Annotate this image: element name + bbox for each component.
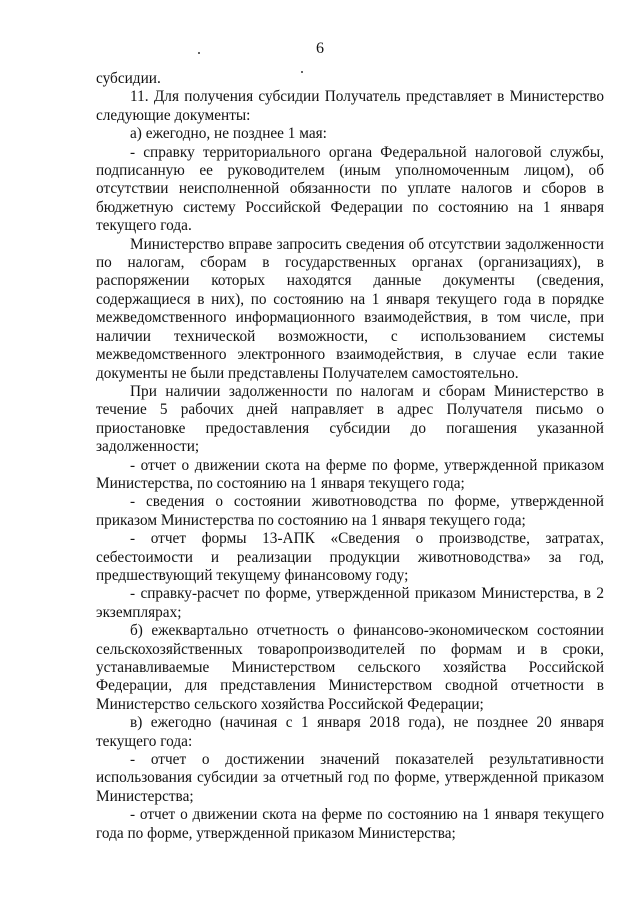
paragraph-tax-certificate: - справку территориального органа Федеральной налоговой службы, подписанную ее руководителем (иным уполномоченным лицом), об отсутствии неисполненной обязанности по уплате налогов и сборов в бюджетную систему Российской Федерации по состоянию на 1 января текущего года. [96,143,604,235]
document-body [96,70,604,843]
paragraph-form-13-apk: - отчет формы 13-АПК «Сведения о производстве, затратах, себестоимости и реализации продукции животноводства» за год, предшествующий текущему финансовому году; [96,530,604,584]
paragraph-performance-report: - отчет о достижении значений показателей результативности использования субсидии за отчетный год по форме, утвержденной приказом Министерства; [96,751,604,805]
paragraph-subitem-b: б) ежеквартально отчетность о финансово-экономическом состоянии сельскохозяйственных товаропроизводителей по формам и в сроки, устанавливаемые Министерством сельского хозяйства Российской Федерации, для представления Министерством сводной отчетности в Министерство сельского хозяйства Российской Федерации; [96,622,604,713]
paragraph-ministry-request: Министерство вправе запросить сведения об отсутствии задолженности по налогам, сборам в государственных органах (организациях), в распоряжении которых находятся данные документы (сведения, содержащиеся в них), по состоянию на 1 января текущего года в порядке межведомственного информационного взаимодействия, в том числе, при наличии технической возможности, с использованием системы межведомственного электронного взаимодействия, в случае если такие документы не были представлены Получателем самостоятельно. [96,235,604,382]
paragraph-debt-notice: При наличии задолженности по налогам и сборам Министерство в течение 5 рабочих дней направляет в адрес Получателя письмо о приостановке предоставления субсидии до погашения указанной задолженности; [96,382,604,456]
paragraph-item-11: 11. Для получения субсидии Получатель представляет в Министерство следующие документы: [96,88,604,124]
paragraph-livestock-movement-report: - отчет о движении скота на ферме по состоянию на 1 января текущего года по форме, утвержденной приказом Министерства; [96,806,604,842]
page-number: 6 [316,40,324,57]
paragraph-subitem-a: а) ежегодно, не позднее 1 мая: [130,125,327,143]
paragraph-livestock-state: - сведения о состоянии животноводства по форме, утвержденной приказом Министерства по состоянию на 1 января текущего года; [96,493,604,529]
paragraph-calculation-certificate: - справку-расчет по форме, утвержденной приказом Министерства, в 2 экземплярах; [96,585,604,621]
scan-speck [198,52,200,54]
paragraph-livestock-report: - отчет о движении скота на ферме по форме, утвержденной приказом Министерства, по состоянию на 1 января текущего года; [96,456,604,492]
paragraph-subsidy-end: субсидии. [96,70,161,87]
paragraph-subitem-v: в) ежегодно (начиная с 1 января 2018 года), не позднее 20 января текущего года: [96,714,604,750]
